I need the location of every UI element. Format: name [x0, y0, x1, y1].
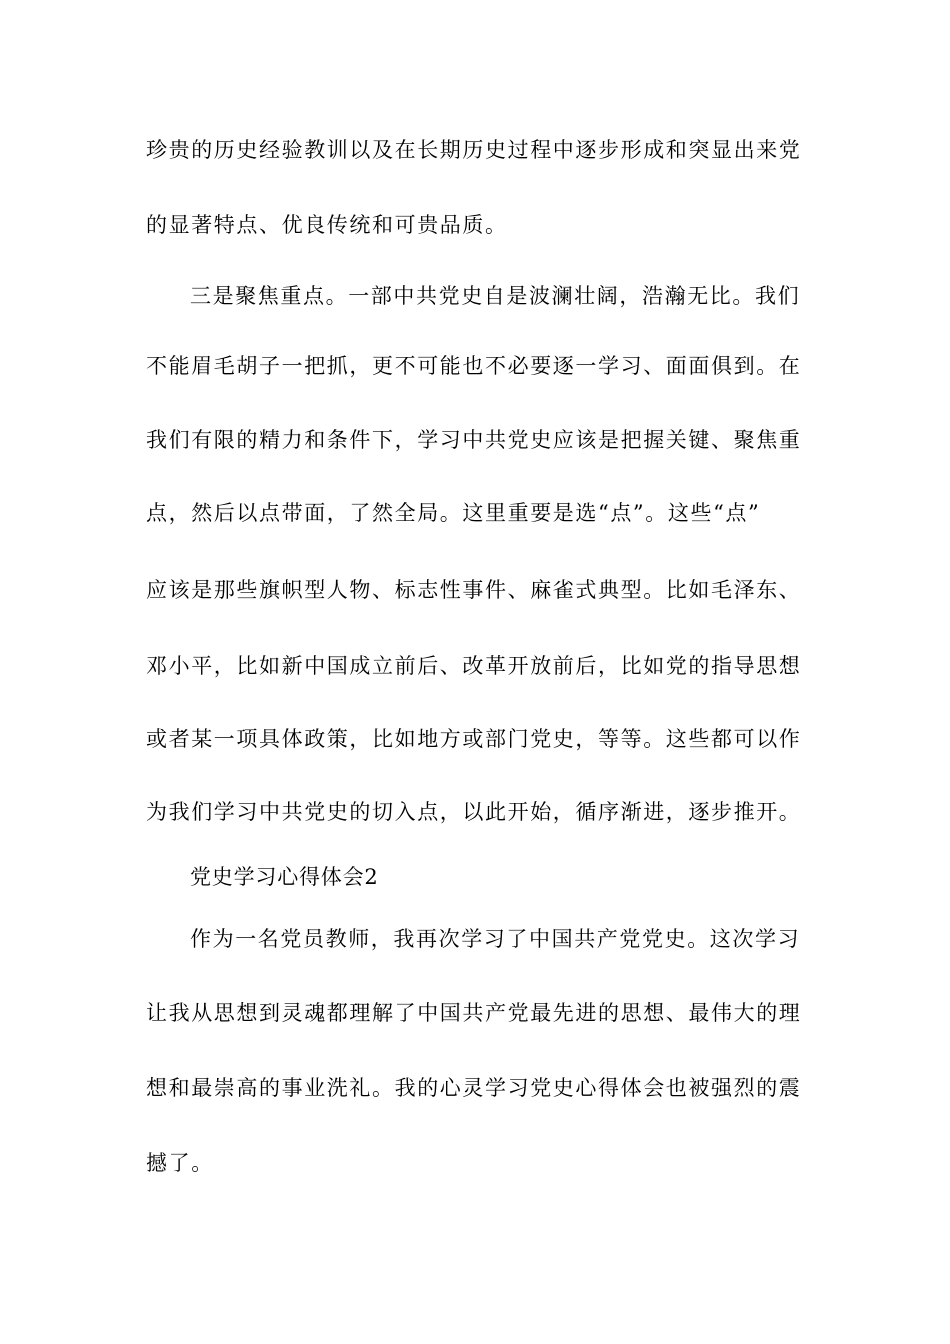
- paragraph-line-8: 邓小平，比如新中国成立前后、改革开放前后，比如党的指导思想: [146, 654, 802, 678]
- paragraph-line-10: 为我们学习中共党史的切入点，以此开始，循序渐进，逐步推开。: [146, 800, 802, 824]
- paragraph-line-9: 或者某一项具体政策，比如地方或部门党史，等等。这些都可以作: [146, 727, 802, 751]
- paragraph-line-4: 不能眉毛胡子一把抓，更不可能也不必要逐一学习、面面俱到。在: [146, 354, 802, 378]
- paragraph-line-12: 作为一名党员教师，我再次学习了中国共产党党史。这次学习: [190, 927, 801, 951]
- paragraph-line-6: 点，然后以点带面，了然全局。这里重要是选“点”。这些“点”: [146, 501, 761, 525]
- paragraph-line-7: 应该是那些旗帜型人物、标志性事件、麻雀式典型。比如毛泽东、: [146, 578, 802, 602]
- paragraph-line-13: 让我从思想到灵魂都理解了中国共产党最先进的思想、最伟大的理: [146, 1001, 802, 1025]
- paragraph-line-2: 的显著特点、优良传统和可贵品质。: [146, 213, 508, 237]
- section-heading: 党史学习心得体会2: [190, 865, 379, 889]
- paragraph-line-14: 想和最崇高的事业洗礼。我的心灵学习党史心得体会也被强烈的震: [146, 1076, 802, 1100]
- paragraph-line-5: 我们有限的精力和条件下，学习中共党史应该是把握关键、聚焦重: [146, 428, 802, 452]
- paragraph-line-3: 三是聚焦重点。一部中共党史自是波澜壮阔，浩瀚无比。我们: [190, 284, 801, 308]
- paragraph-line-1: 珍贵的历史经验教训以及在长期历史过程中逐步形成和突显出来党: [146, 138, 802, 162]
- paragraph-line-15: 撼了。: [146, 1151, 214, 1175]
